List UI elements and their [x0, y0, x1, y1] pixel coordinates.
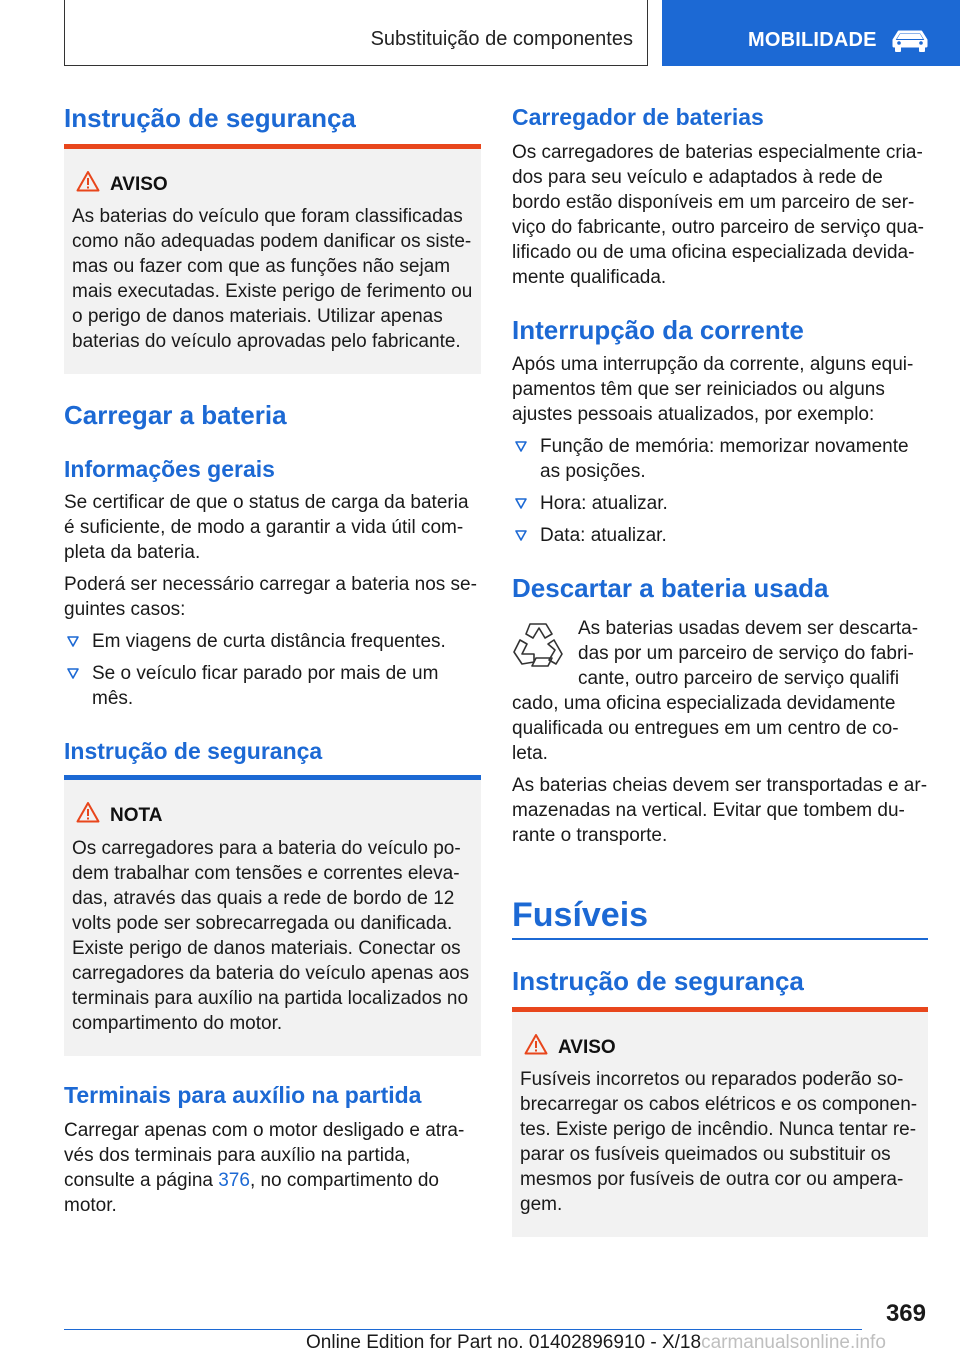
chapter-title: Substituição de componentes [370, 28, 633, 50]
warning-box [64, 144, 481, 374]
page-number: 369 [885, 1300, 926, 1327]
section-tab[interactable] [662, 0, 960, 66]
warning-bar [512, 1007, 928, 1012]
warning-triangle-icon [76, 801, 100, 823]
heading-safety-3: Instrução de segurança [512, 966, 804, 996]
list-item: Função de memória: memorizar novamente as posições. [512, 434, 928, 484]
fuses-rule [512, 938, 928, 940]
list-item: Se o veículo ficar parado por mais de um mês. [64, 661, 481, 711]
car-icon [890, 28, 930, 54]
cases-list [64, 629, 481, 718]
footer-rule [64, 1329, 862, 1330]
section-tab-label: MOBILIDADE [748, 29, 877, 51]
warning-text: As baterias do veículo que foram classificadas como não adequadas podem danificar os sistemas ou fazer com que as funções não sejam mais executadas. Existe perigo de ferimento ou o perigo de danos materiais. Utilizar apenas baterias do veículo aprovadas pelo fabricante. [72, 206, 473, 352]
heading-charge-battery: Carregar a bateria [64, 400, 287, 430]
fuse-warning-box [512, 1007, 928, 1237]
list-item: Em viagens de curta distância frequentes. [64, 629, 481, 654]
heading-power-interruption: Interrupção da corrente [512, 315, 804, 345]
heading-dispose-battery: Descartar a bateria usada [512, 573, 829, 603]
terminals-text: Carregar apenas com o motor desligado e através dos terminais para auxílio na partida, consulte a página 376, no compartimento do motor. [64, 1120, 465, 1216]
general-info-text: Se certificar de que o status de carga da bateria é suficiente, de modo a garantir a vida útil completa da bateria. [64, 492, 469, 563]
heading-jump-start-terminals: Terminais para auxílio na partida [64, 1082, 422, 1108]
note-box [64, 775, 481, 1056]
note-label: NOTA [110, 805, 163, 826]
chapter-header [64, 0, 648, 66]
interruption-text: Após uma interrupção da corrente, alguns equipamentos têm que ser reiniciados ou alguns ajustes pessoais atualizados, por exemplo: [512, 354, 914, 425]
warning-label: AVISO [558, 1037, 616, 1058]
note-bar [64, 775, 481, 780]
heading-general-info: Informações gerais [64, 456, 275, 482]
dispose-text-3: As baterias cheias devem ser transportadas e armazenadas na vertical. Evitar que tombem durante o transporte. [512, 775, 928, 846]
warning-bar [64, 144, 481, 149]
note-text: Os carregadores para a bateria do veículo podem trabalhar com tensões e correntes elevadas, através das quais a rede de bordo de 12 volts pode ser sobrecarregada ou danificada. Existe perigo de danos materiais. Conectar os carregadores da bateria do veículo apenas aos terminais para auxílio na partida localizados no compartimento do motor. [72, 838, 470, 1034]
cases-intro-text: Poderá ser necessário carregar a bateria nos seguintes casos: [64, 574, 477, 620]
heading-safety: Instrução de segurança [64, 103, 356, 133]
heading-battery-charger: Carregador de baterias [512, 104, 764, 130]
footer-edition: Online Edition for Part no. 01402896910 - X/18carmanualsonline.info [306, 1332, 886, 1353]
list-item: Data: atualizar. [512, 523, 928, 548]
watermark: carmanualsonline.info [701, 1332, 886, 1353]
fuse-warning-text: Fusíveis incorretos ou reparados poderão sobrecarregar os cabos elétricos e os componentes. Existe perigo de incêndio. Nunca tentar reparar os fusíveis queimados ou substituir os mesmos por fusíveis de outra cor ou amperagem. [520, 1069, 918, 1215]
warning-triangle-icon [76, 170, 100, 192]
bullet-triangle-icon [66, 634, 80, 648]
bullet-triangle-icon [514, 439, 528, 453]
dispose-text-2: cado, uma oficina especializada devidamente qualificada ou entregues em um centro de coleta. [512, 693, 899, 764]
charger-text: Os carregadores de baterias especialmente criados para seu veículo e adaptados à rede de bordo estão disponíveis em um parceiro de serviço do fabricante, outro parceiro de serviço qualificado ou de uma oficina especializada devidamente qualificada. [512, 142, 924, 288]
bullet-triangle-icon [514, 528, 528, 542]
dispose-text-1: As baterias usadas devem ser descartadas por um parceiro de serviço do fabricante, outro parceiro de serviço qualifi [578, 618, 919, 689]
warning-triangle-icon [524, 1033, 548, 1055]
warning-label: AVISO [110, 174, 168, 195]
recycle-icon [512, 618, 564, 672]
bullet-triangle-icon [514, 496, 528, 510]
list-item: Hora: atualizar. [512, 491, 928, 516]
interruption-list [512, 434, 928, 555]
page-link[interactable]: 376 [218, 1170, 250, 1191]
heading-safety-2: Instrução de segurança [64, 738, 323, 764]
bullet-triangle-icon [66, 666, 80, 680]
heading-fuses: Fusíveis [512, 896, 649, 934]
